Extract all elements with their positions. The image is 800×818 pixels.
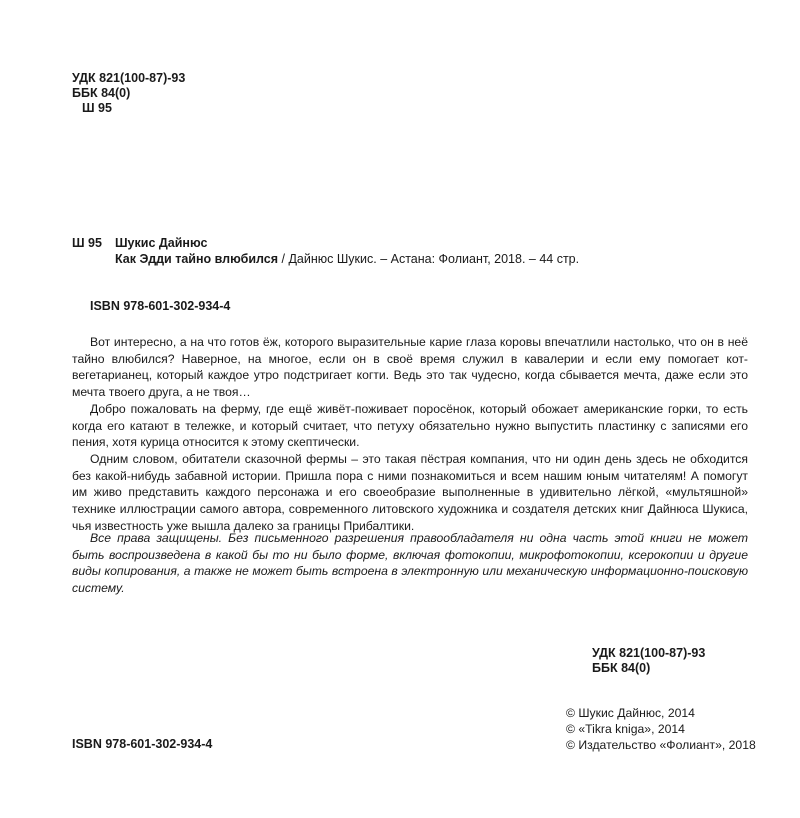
isbn-bottom: ISBN 978-601-302-934-4	[72, 737, 213, 751]
rights-text: Все права защищены. Без письменного разрешения правообладателя ни одна часть этой книги не может быть воспроизведена в какой бы то ни было форме, включая фотокопии, микрофотокопии, ксерокопии и другие виды копирования, а также не может быть встроена в электронную или механическую информационно-поисковую систему.	[72, 531, 748, 596]
classification-codes-top	[72, 71, 185, 116]
imprint: / Дайнюс Шукис. – Астана: Фолиант, 2018. – 44 стр.	[278, 252, 580, 266]
copyright-line: © Издательство «Фолиант», 2018	[566, 738, 756, 752]
author-name: Шукис Дайнюс	[115, 236, 208, 250]
copyright-line: © Шукис Дайнюс, 2014	[566, 706, 695, 720]
book-title: Как Эдди тайно влюбился	[115, 252, 279, 266]
copyright-line: © «Tikra kniga», 2014	[566, 722, 685, 736]
classification-codes-bottom	[592, 646, 705, 676]
annotation-paragraph: Вот интересно, а на что готов ёж, которого выразительные карие глаза коровы впечатлили настолько, что он в неё тайно влюбился? Наверное, на многое, если он в своё время служил в кавалерии и если ему помогает кот-вегетарианец, который каждое утро подстригает когти. Ведь это так чудесно, когда сбывается мечта, даже если это мечта твоего друга, а не твоя…	[72, 335, 748, 400]
bbk-code: ББК 84(0)	[592, 661, 651, 675]
rights-notice	[72, 530, 748, 597]
annotation-paragraph: Одним словом, обитатели сказочной фермы – это такая пёстрая компания, что ни один день здесь не обходится без какой-нибудь забавной истории. Пришла пора с ними познакомиться и всем нашим юным читателям! А помогут им живо представить каждого персонажа и его своеобразие выполненные в удивительно лёгкой, «мультяшной» технике иллюстрации самого автора, современного литовского художника и создателя детских книг Дайнюса Шукиса, чья известность уже вышла далеко за границы Прибалтики.	[72, 451, 748, 533]
udk-code: УДК 821(100-87)-93	[72, 71, 186, 85]
annotation-paragraph: Добро пожаловать на ферму, где ещё живёт-поживает поросёнок, который обожает американские горки, то есть когда его катают в тележке, и который считает, что петуху обязательно нужно выпустить пластинку с записями его пения, хотя курица относится к этому скептически.	[72, 401, 748, 450]
isbn-main: ISBN 978-601-302-934-4	[90, 299, 231, 313]
copyright-block	[566, 705, 756, 753]
catalog-author-row	[72, 235, 207, 251]
bbk-code: ББК 84(0)	[72, 86, 131, 100]
annotation	[72, 334, 748, 534]
author-mark: Ш 95	[82, 101, 112, 115]
catalog-title-row	[115, 251, 579, 267]
author-code: Ш 95	[72, 236, 102, 250]
udk-code: УДК 821(100-87)-93	[592, 646, 706, 660]
